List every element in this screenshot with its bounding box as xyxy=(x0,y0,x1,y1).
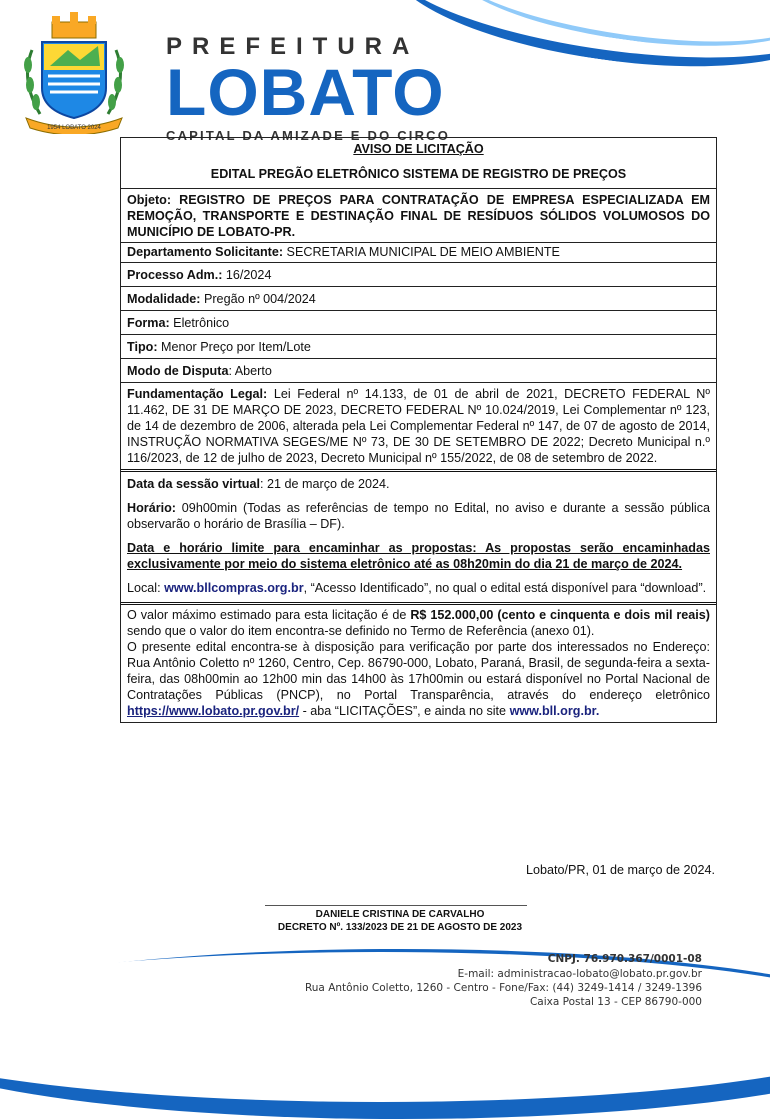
objeto-row: Objeto: REGISTRO DE PREÇOS PARA CONTRATAÇÃO DE EMPRESA ESPECIALIZADA EM REMOÇÃO, TRANSPORTE E DESTINAÇÃO FINAL DE RESÍDUOS SÓLIDOS VOLUMOSOS DO MUNICÍPIO DE LOBATO-PR. xyxy=(121,189,716,243)
field-value: : Aberto xyxy=(228,364,272,378)
footer-caixa-postal: Caixa Postal 13 - CEP 86790-000 xyxy=(529,996,702,1008)
fundamentacao-text: Lei Federal nº 14.133, de 01 de abril de 2021, DECRETO FEDERAL Nº 11.462, DE 31 DE MARÇO DE 2023, DECRETO FEDERAL Nº 10.024/2019, Lei Complementar nº 123, de 14 de dezembro de 2006, alterada pela Lei Complementar Federal nº 147, de 07 de agosto de 2014, INSTRUÇÃO NORMATIVA SEGES/ME Nº 73, DE 30 DE SETEMBRO DE 2022; Decreto Municipal n.º 116/2023, de 12 de julho de 2023, Decreto Municipal nº 155/2022, de 08 de setembro de 2022. xyxy=(127,387,711,465)
field-value: Eletrônico xyxy=(169,316,230,330)
modo-disputa-row xyxy=(121,359,716,383)
valor-amount: R$ 152.000,00 (cento e cinquenta e dois mil reais) xyxy=(410,608,710,622)
signatory-name: DANIELE CRISTINA DE CARVALHO xyxy=(315,909,485,920)
disposicao-text: O presente edital encontra-se à disposição para verificação por parte dos interessados no Endereço: Rua Antônio Coletto nº 1260, Centro, Cep. 86790-000, Lobato, Paraná, Brasil, de segunda-feira a sexta-feira, das 08h00min ao 12h00 min das 14h00 às 17h00min ou estará disponível no Portal Nacional de Contratações Públicas (PNCP), no Portal Transparência, através do endereço eletrônico xyxy=(127,640,710,702)
lobato-site-link[interactable]: https://www.lobato.pr.gov.br/ xyxy=(127,704,300,718)
bll-site-link[interactable]: www.bll.org.br. xyxy=(509,704,600,718)
notice-subheading: EDITAL PREGÃO ELETRÔNICO SISTEMA DE REGISTRO DE PREÇOS xyxy=(210,167,627,181)
tipo-row xyxy=(121,335,716,359)
data-sessao-value: : 21 de março de 2024. xyxy=(260,477,390,491)
fundamentacao-row xyxy=(121,383,716,472)
local-rest: , “Acesso Identificado”, no qual o edital está disponível para “download”. xyxy=(303,581,707,595)
data-sessao xyxy=(127,476,710,492)
valor-paragraph xyxy=(127,607,710,639)
signatory-decree: DECRETO Nº. 133/2023 DE 21 DE AGOSTO DE 2023 xyxy=(277,922,523,933)
footer-cnpj: CNPJ. 76.970.367/0001-08 xyxy=(547,953,702,965)
field-value: 16/2024 xyxy=(222,268,272,282)
horario xyxy=(127,500,710,532)
brand-title-top: PREFEITURA xyxy=(166,33,420,60)
brand-subtitle: CAPITAL DA AMIZADE E DO CIRCO xyxy=(166,128,451,143)
field-label: Modalidade: xyxy=(127,292,201,306)
municipal-crest-logo xyxy=(18,10,130,134)
data-sessao-label: Data da sessão virtual xyxy=(127,477,260,491)
notice-heading-row xyxy=(121,138,716,189)
departamento-row xyxy=(121,243,716,263)
disposicao-mid: - aba “LICITAÇÕES”, e ainda no site xyxy=(299,704,510,718)
horario-value: 09h00min (Todas as referências de tempo no Edital, no aviso e durante a sessão pública observarão o horário de Brasília – DF). xyxy=(127,501,710,531)
field-label: Processo Adm.: xyxy=(127,268,223,282)
valor-pre: O valor máximo estimado para esta licitação é de xyxy=(127,608,411,622)
session-row xyxy=(121,472,716,605)
fundamentacao-label: Fundamentação Legal: xyxy=(127,387,268,401)
horario-label: Horário: xyxy=(127,501,176,515)
field-label: Tipo: xyxy=(127,340,158,354)
limite-propostas: Data e horário limite para encaminhar as propostas: As propostas serão encaminhadas exclusivamente por meio do sistema eletrônico até as 08h20min do dia 21 de março de 2024. xyxy=(127,541,710,571)
local-label: Local: xyxy=(127,581,165,595)
modalidade-row xyxy=(121,287,716,311)
footer-email: E-mail: administracao-lobato@lobato.pr.gov.br xyxy=(457,968,702,980)
valor-row xyxy=(121,605,716,722)
processo-row xyxy=(121,263,716,287)
brand-title-main: LOBATO xyxy=(166,55,445,129)
signature-line xyxy=(265,905,527,906)
field-value: SECRETARIA MUNICIPAL DE MEIO AMBIENTE xyxy=(283,245,560,259)
notice-table xyxy=(120,137,717,723)
valor-post: sendo que o valor do item encontra-se definido no Termo de Referência (anexo 01). xyxy=(127,624,595,638)
local xyxy=(127,580,710,596)
field-label: Modo de Disputa xyxy=(127,364,229,378)
disposicao-paragraph xyxy=(127,639,710,719)
field-value: Menor Preço por Item/Lote xyxy=(157,340,311,354)
bllcompras-link[interactable]: www.bllcompras.org.br xyxy=(164,581,304,595)
field-label: Departamento Solicitante: xyxy=(127,245,284,259)
footer-address: Rua Antônio Coletto, 1260 - Centro - Fone/Fax: (44) 3249-1414 / 3249-1396 xyxy=(304,982,702,994)
forma-row xyxy=(121,311,716,335)
brand-block xyxy=(166,34,450,143)
field-value: Pregão nº 004/2024 xyxy=(200,292,316,306)
field-label: Forma: xyxy=(127,316,170,330)
notice-heading: AVISO DE LICITAÇÃO xyxy=(353,142,484,156)
place-date: Lobato/PR, 01 de março de 2024. xyxy=(525,863,715,877)
crest-ribbon-text: 1954 LOBATO 2024 xyxy=(47,125,101,131)
